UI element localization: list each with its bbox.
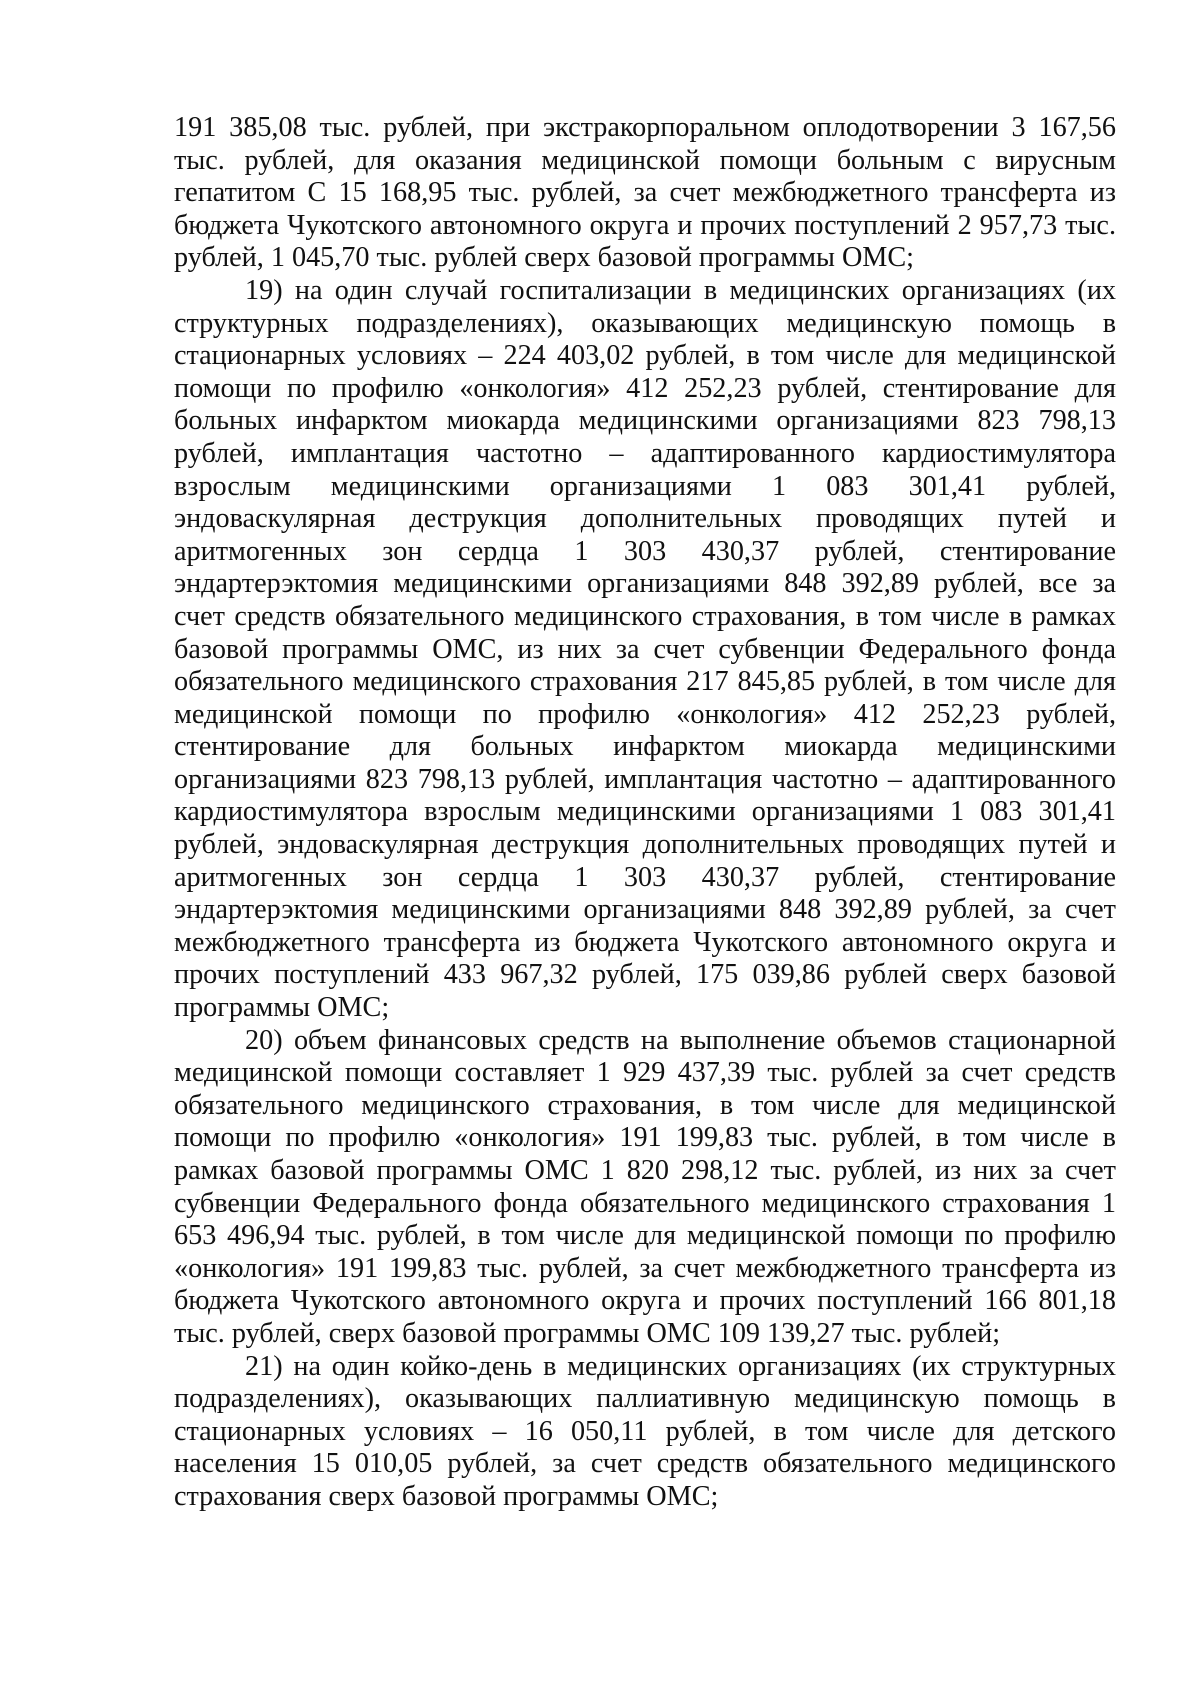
document-body xyxy=(174,112,1116,1514)
paragraph-item-21: 21) на один койко-день в медицинских организациях (их структурных подразделениях), оказывающих паллиативную медицинскую помощь в стационарных условиях – 16 050,11 рублей, в том числе для детского населения 15 010,05 рублей, за счет средств обязательного медицинского страхования сверх базовой программы ОМС; xyxy=(174,1350,1116,1512)
paragraph-item-20: 20) объем финансовых средств на выполнение объемов стационарной медицинской помощи составляет 1 929 437,39 тыс. рублей за счет средств обязательного медицинского страхования, в том числе для медицинской помощи по профилю «онкология» 191 199,83 тыс. рублей, в том числе в рамках базовой программы ОМС 1 820 298,12 тыс. рублей, из них за счет субвенции Федерального фонда обязательного медицинского страхования 1 653 496,94 тыс. рублей, в том числе для медицинской помощи по профилю «онкология» 191 199,83 тыс. рублей, за счет межбюджетного трансферта из бюджета Чукотского автономного округа и прочих поступлений 166 801,18 тыс. рублей, сверх базовой программы ОМС 109 139,27 тыс. рублей; xyxy=(174,1024,1116,1349)
paragraph-item-18-continuation: 191 385,08 тыс. рублей, при экстракорпоральном оплодотворении 3 167,56 тыс. рублей, для оказания медицинской помощи больным с вирусным гепатитом С 15 168,95 тыс. рублей, за счет межбюджетного трансферта из бюджета Чукотского автономного округа и прочих поступлений 2 957,73 тыс. рублей, 1 045,70 тыс. рублей сверх базовой программы ОМС; xyxy=(174,112,1116,274)
paragraph-item-19: 19) на один случай госпитализации в медицинских организациях (их структурных подразделениях), оказывающих медицинскую помощь в стационарных условиях – 224 403,02 рублей, в том числе для медицинской помощи по профилю «онкология» 412 252,23 рублей, стентирование для больных инфарктом миокарда медицинскими организациями 823 798,13 рублей, имплантация частотно – адаптированного кардиостимулятора взрослым медицинскими организациями 1 083 301,41 рублей, эндоваскулярная деструкция дополнительных проводящих путей и аритмогенных зон сердца 1 303 430,37 рублей, стентирование эндартерэктомия медицинскими организациями 848 392,89 рублей, все за счет средств обязательного медицинского страхования, в том числе в рамках базовой программы ОМС, из них за счет субвенции Федерального фонда обязательного медицинского страхования 217 845,85 рублей, в том числе для медицинской помощи по профилю «онкология» 412 252,23 рублей, стентирование для больных инфарктом миокарда медицинскими организациями 823 798,13 рублей, имплантация частотно – адаптированного кардиостимулятора взрослым медицинскими организациями 1 083 301,41 рублей, эндоваскулярная деструкция дополнительных проводящих путей и аритмогенных зон сердца 1 303 430,37 рублей, стентирование эндартерэктомия медицинскими организациями 848 392,89 рублей, за счет межбюджетного трансферта из бюджета Чукотского автономного округа и прочих поступлений 433 967,32 рублей, 175 039,86 рублей сверх базовой программы ОМС; xyxy=(174,274,1116,1024)
